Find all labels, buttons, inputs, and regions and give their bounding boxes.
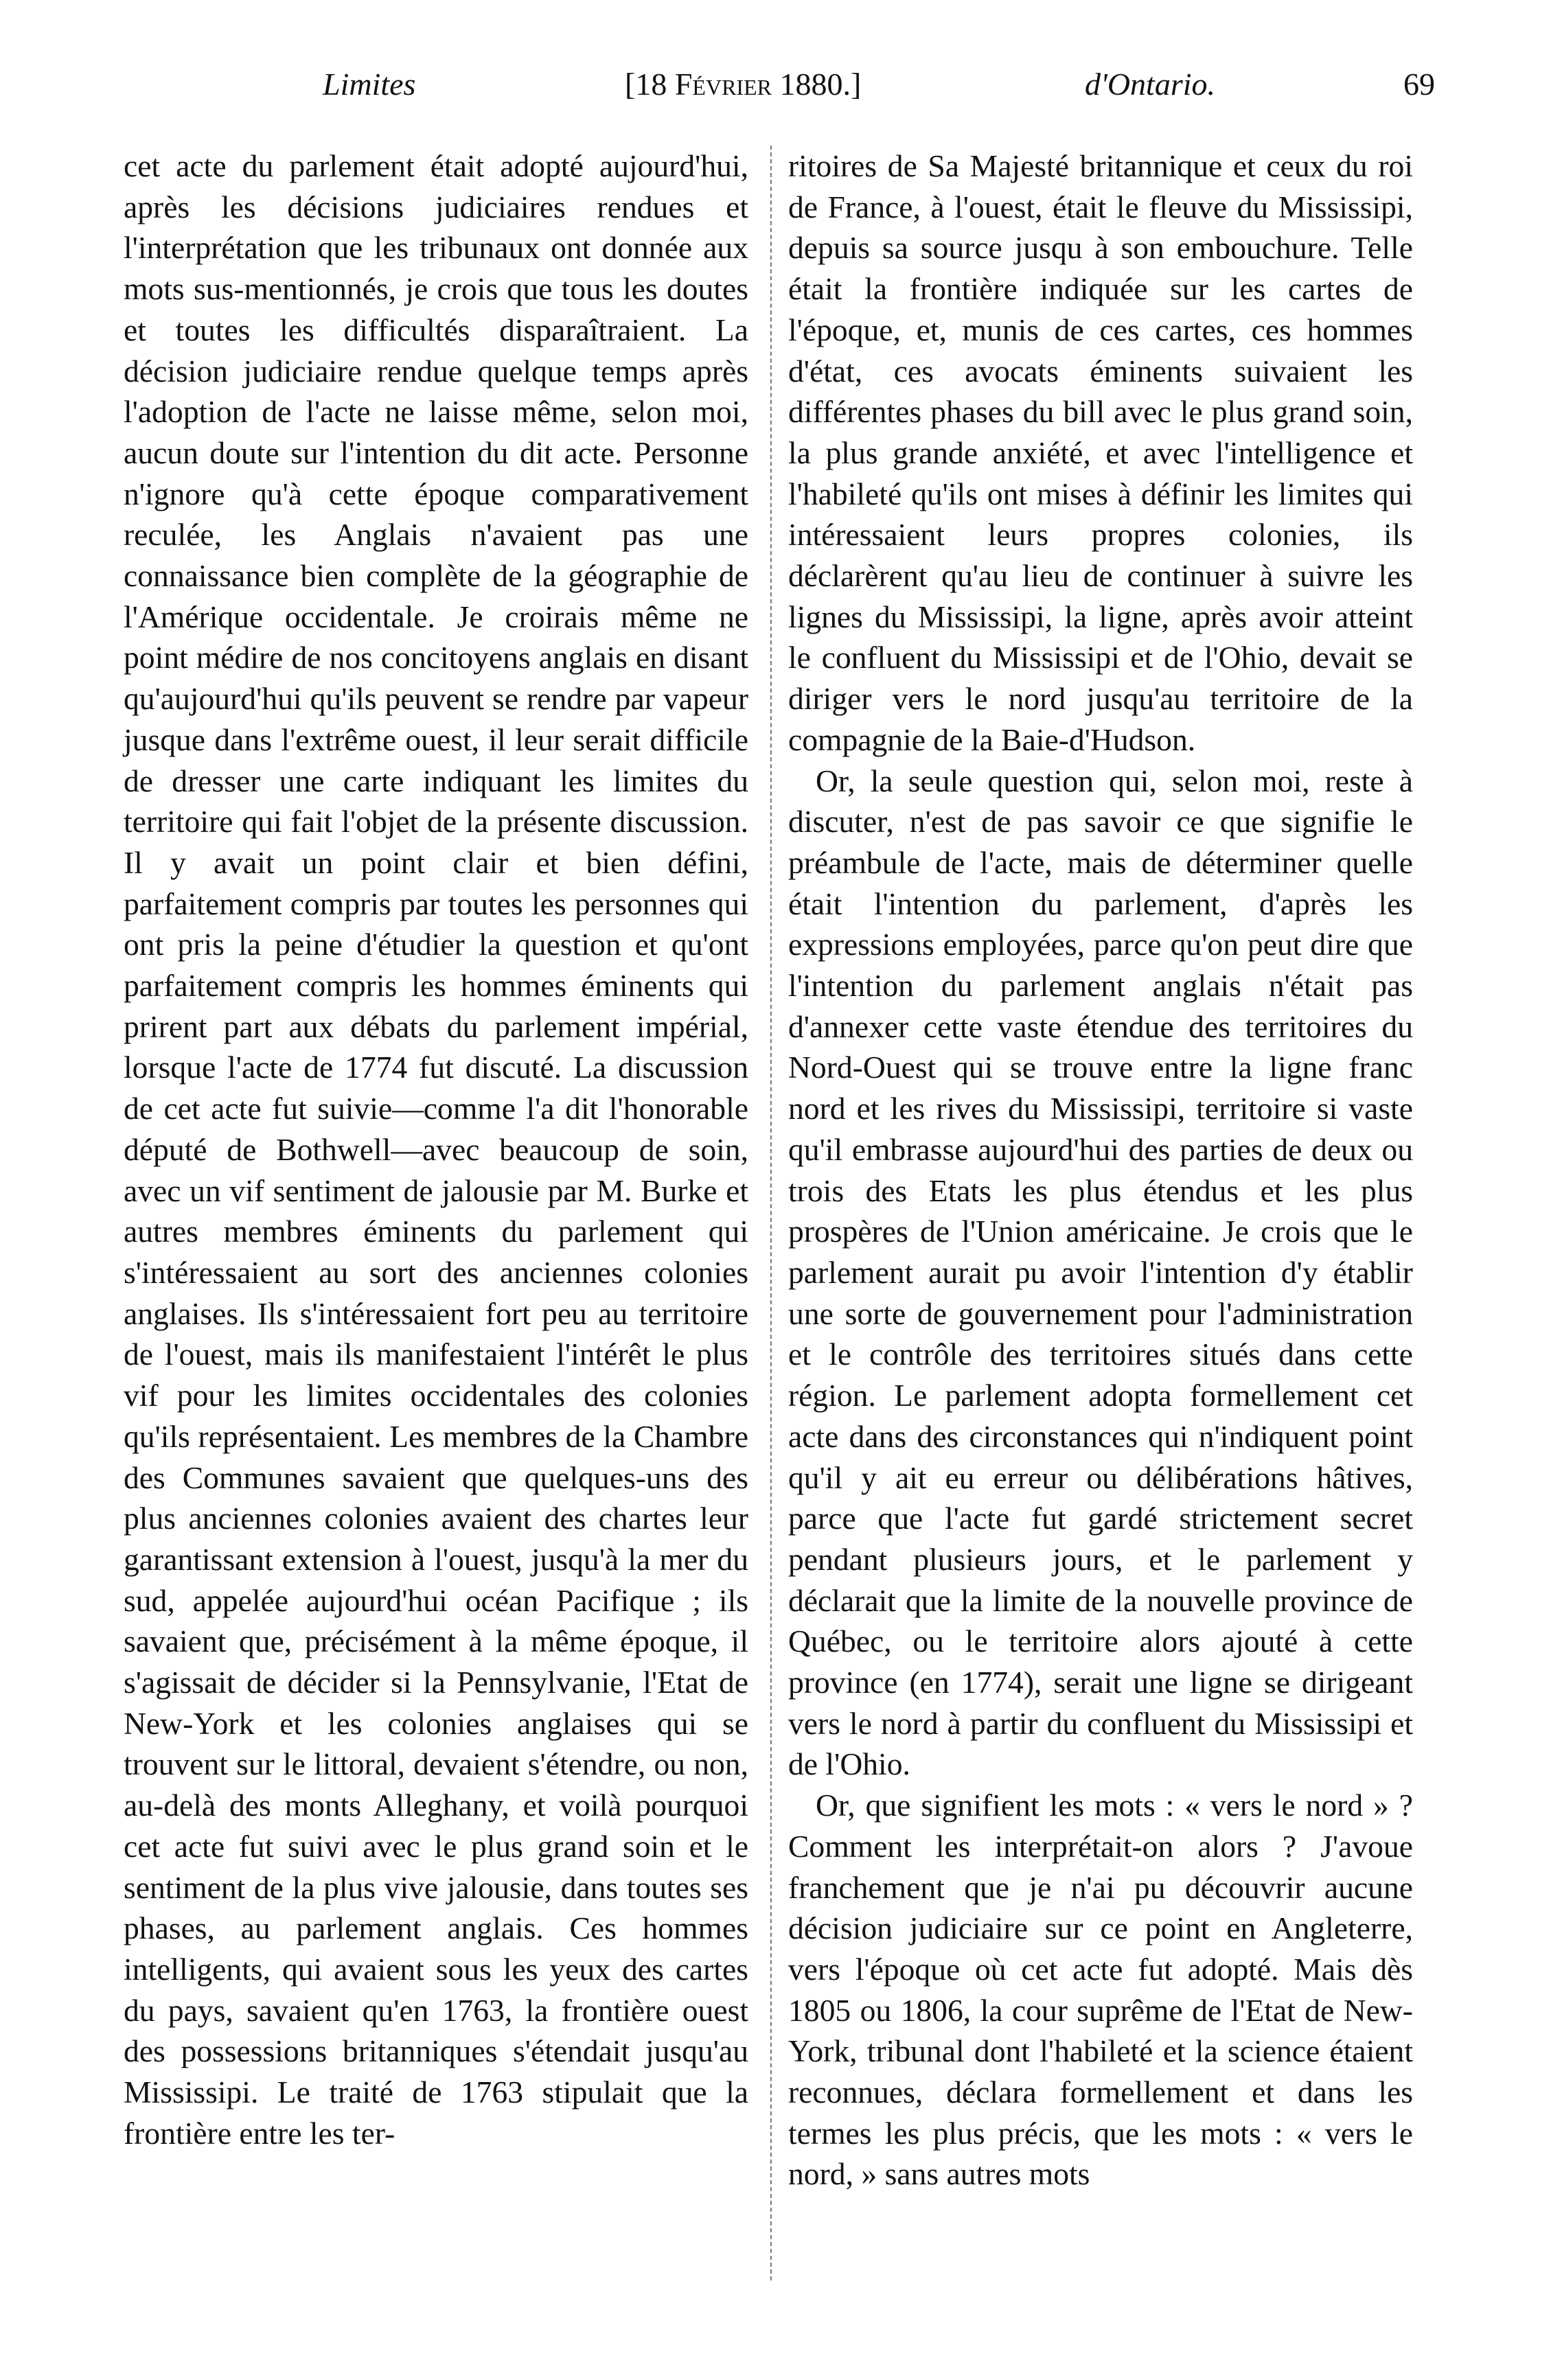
header-right-title: d'Ontario. — [1085, 67, 1216, 102]
header-date-prefix: [18 — [625, 67, 675, 102]
header-date — [625, 66, 861, 102]
right-paragraph-2: Or, la seule question qui, selon moi, reste à discuter, n'est de pas savoir ce que signifie le préambule de l'acte, mais de déterminer quelle était l'intention du parlement, d'après les expressions employées, parce qu'on peut dire que l'intention du parlement anglais n'était pas d'annexer cette vaste étendue des territoires du Nord-Ouest qui se trouve entre la ligne franc nord et les rives du Mississipi, territoire si vaste qu'il embrasse aujourd'hui des parties de deux ou trois des Etats les plus étendus et les plus prospères de l'Union américaine. Je crois que le parlement aurait pu avoir l'intention d'y établir une sorte de gouvernement pour l'administration et le contrôle des territoires situés dans cette région. Le parlement adopta formellement cet acte dans des circonstances qui n'indiquent point qu'il y ait eu erreur ou délibérations hâtives, parce que l'acte fut gardé strictement secret pendant plusieurs jours, et le parlement y déclarait que la limite de la nouvelle province de Québec, ou le territoire alors ajouté à cette province (en 1774), serait une ligne se dirigeant vers le nord à partir du confluent du Mississipi et de l'Ohio. — [788, 763, 1413, 1782]
column-divider — [770, 146, 772, 2280]
right-paragraph-1: ritoires de Sa Majesté britannique et ceux du roi de France, à l'ouest, était le fleuve du Mississipi, depuis sa source jusqu à son embouchure. Telle était la frontière indiquée sur les cartes de l'époque, et, munis de ces cartes, ces hommes d'état, ces avocats éminents suivaient les différentes phases du bill avec le plus grand soin, la plus grande anxiété, et avec l'intelligence et l'habileté qu'ils ont mises à définir les limites qui intéressaient leurs propres colonies, ils déclarèrent qu'au lieu de continuer à suivre les lignes du Mississipi, la ligne, après avoir atteint le confluent du Mississipi et de l'Ohio, devait se diriger vers le nord jusqu'au territoire de la compagnie de la Baie-d'Hudson. — [788, 148, 1413, 757]
page-number: 69 — [1403, 67, 1435, 102]
left-column — [124, 146, 748, 2153]
running-header — [117, 66, 1435, 121]
left-paragraph-1: cet acte du parlement était adopté aujourd'hui, après les décisions judiciaires rendues et l'interprétation que les tribunaux ont donnée aux mots sus-mentionnés, je crois que tous les doutes et toutes les difficultés disparaîtraient. La décision judiciaire rendue quelque temps après l'adoption de l'acte ne laisse même, selon moi, aucun doute sur l'intention du dit acte. Personne n'ignore qu'à cette époque comparativement reculée, les Anglais n'avaient pas une connaissance bien complète de la géographie de l'Amérique occidentale. Je croirais même ne point médire de nos concitoyens anglais en disant qu'aujourd'hui qu'ils peuvent se rendre par vapeur jusque dans l'extrême ouest, il leur serait difficile de dresser une carte indiquant les limites du territoire qui fait l'objet de la présente discussion. Il y avait un point clair et bien défini, parfaitement compris par toutes les personnes qui ont pris la peine d'étudier la question et qu'ont parfaitement compris les hommes éminents qui prirent part aux débats du parlement impérial, lorsque l'acte de 1774 fut discuté. La discussion de cet acte fut suivie—comme l'a dit l'honorable député de Bothwell—avec beaucoup de soin, avec un vif sentiment de jalousie par M. Burke et autres membres éminents du parlement qui s'intéressaient au sort des anciennes colonies anglaises. Ils s'intéressaient fort peu au territoire de l'ouest, mais ils manifestaient l'intérêt le plus vif pour les limites occidentales des colonies qu'ils représentaient. Les membres de la Chambre des Communes savaient que quelques-uns des plus anciennes colonies avaient des chartes leur garantissant extension à l'ouest, jusqu'à la mer du sud, appelée aujourd'hui océan Pacifique ; ils savaient que, précisément à la même époque, il s'agissait de décider si la Pennsylvanie, l'Etat de New-York et les colonies anglaises qui se trouvent sur le littoral, devaient s'étendre, ou non, au-delà des monts Alleghany, et voilà pourquoi cet acte fut suivi avec le plus grand soin et le sentiment de la plus vive jalousie, dans toutes ses phases, au parlement anglais. Ces hommes intelligents, qui avaient sous les yeux des cartes du pays, savaient qu'en 1763, la frontière ouest des possessions britanniques s'étendait jusqu'au Mississipi. Le traité de 1763 stipulait que la frontière entre les ter- — [124, 148, 748, 2151]
right-column — [788, 146, 1413, 2195]
header-left-title: Limites — [323, 67, 416, 102]
right-paragraph-3: Or, que signifient les mots : « vers le nord » ? Comment les interprétait-on alors ? J'avoue franchement que je n'ai pu découvrir aucune décision judiciaire sur ce point en Angleterre, vers l'époque où cet acte fut adopté. Mais dès 1805 ou 1806, la cour suprême de l'Etat de New-York, tribunal dont l'habileté et la science étaient reconnues, déclara formellement et dans les termes les plus précis, que les mots : « vers le nord, » sans autres mots — [788, 1788, 1413, 2192]
header-date-month: Février — [674, 67, 772, 102]
header-date-suffix: 1880.] — [771, 67, 862, 102]
